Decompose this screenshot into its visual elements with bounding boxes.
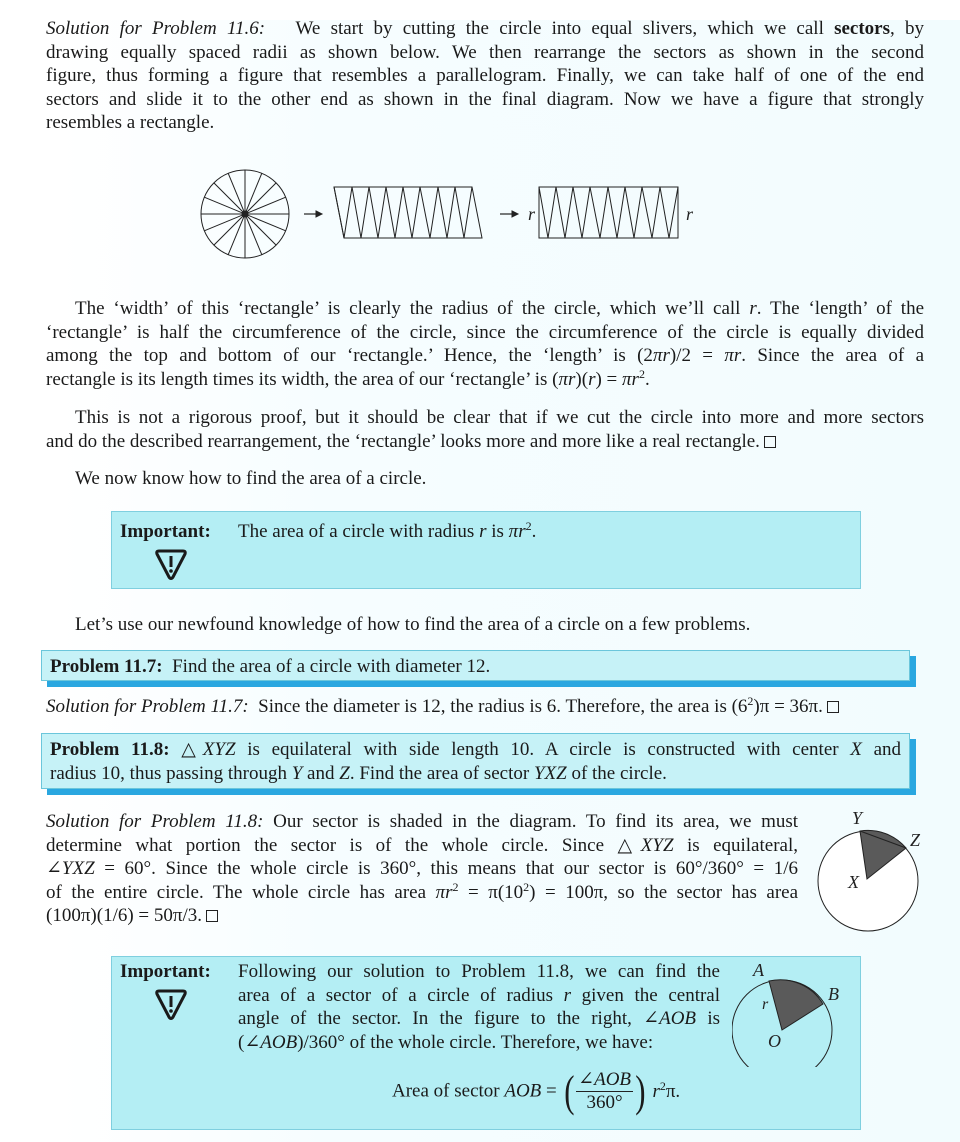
- important-box-sector-area: [111, 956, 861, 1130]
- solution-11-7: Solution for Problem 11.7: Since the diameter is 12, the radius is 6. Therefore, the area is $(6^2)\pi = 36\pi$.: [46, 695, 839, 719]
- problem-11-7-box: Problem 11.7: Find the area of a circle with diameter 12.: [41, 650, 910, 681]
- label-r-left: r: [528, 204, 536, 224]
- sectored-circle: [201, 170, 289, 258]
- label-r-right: r: [686, 204, 694, 224]
- arrow-icon-2: [500, 211, 518, 217]
- problem-label: Problem 11.7:: [50, 656, 163, 677]
- arrow-icon-1: [304, 211, 322, 217]
- important-label: Important:: [120, 521, 211, 542]
- solution-label: Solution for Problem 11.6:: [46, 18, 266, 39]
- label-a: A: [753, 960, 764, 980]
- sector-area-formula: Area of sector AOB = ( $\frac{\text{∠AOB}}{360^\circ}$ ) $r^2\pi$.: [392, 1066, 681, 1116]
- warning-icon: [153, 546, 189, 582]
- important-label: Important:: [120, 961, 211, 982]
- important-text: Following our solution to Problem 11.8, we can find the area of a sector of a circle of radius r given the central angle of the sector. In the figure to the right, ∠AOB is (∠AOB)/360° of the whole circle. Therefore, we have:: [238, 961, 721, 1053]
- sector-xyz-figure: [800, 800, 960, 950]
- label-o: O: [768, 1031, 781, 1051]
- label-y: Y: [852, 808, 863, 828]
- solution-label: Solution for Problem 11.7:: [46, 696, 249, 717]
- warning-icon: [153, 986, 189, 1022]
- label-x: X: [848, 872, 859, 892]
- paragraph-not-rigorous: This is not a rigorous proof, but it should be clear that if we cut the circle into more and more sectors and do the described rearrangement, the ‘rectangle’ looks more and more like a real rectangle.: [46, 407, 924, 452]
- circle-sectors-figure: [190, 150, 790, 290]
- parallelogram: [334, 187, 482, 238]
- solution-11-8: Solution for Problem 11.8: Our sector is shaded in the diagram. To find its area, we must determine what portion the sector is of the whole circle. Since △XYZ is equilateral, ∠YXZ = 60°. Since the whole circle is 360°, this means that our sector is 60°/360° = 1/6 of the entire circle. The whole circle has area $\pi r^2 = \pi(10^2) = 100\pi$, so the sector has area (100π)(1/6) = 50π/3.: [46, 811, 799, 926]
- important-text: The area of a circle with radius r is $\pi r^2$.: [238, 519, 537, 542]
- problem-11-8-box: Problem 11.8: △XYZ is equilateral with side length 10. A circle is constructed with center X and radius 10, thus passing through Y and Z. Find the area of sector YXZ of the circle.: [41, 733, 910, 789]
- sector-aob-figure: [732, 957, 852, 1067]
- fraction: $\frac{\text{∠AOB}}{360^\circ}$: [578, 1069, 632, 1113]
- solution-label: Solution for Problem 11.8:: [46, 811, 264, 832]
- label-b: B: [828, 984, 839, 1004]
- paragraph-lets-use: Let’s use our newfound knowledge of how to find the area of a circle on a few problems.: [75, 614, 751, 635]
- paragraph-rectangle-width: The ‘width’ of this ‘rectangle’ is clearly the radius of the circle, which we’ll call r. The ‘length’ of the ‘rectangle’ is half the circumference of the circle, since the circumference of the circle is equally divided among the top and bottom of our ‘rectangle.’ Hence, the ‘length’ is (2πr)/2 = πr. Since the area of a rectangle is its length times its width, the area of our ‘rectangle’ is $(\pi r)(r) = \pi r^2$.: [46, 298, 925, 390]
- shaded-sector-aob: [769, 980, 823, 1030]
- qed-square-icon: [827, 701, 839, 713]
- paragraph-now-know: We now know how to find the area of a circle.: [75, 468, 427, 489]
- term-sectors: sectors: [834, 18, 891, 39]
- qed-square-icon: [206, 910, 218, 922]
- label-r: r: [762, 996, 769, 1013]
- problem-label: Problem 11.8:: [50, 739, 170, 760]
- solution-11-6: Solution for Problem 11.6: We start by cutting the circle into equal slivers, which we call sectors, by drawing equally spaced radii as shown below. We then rearrange the sectors as shown in the second figure, thus forming a figure that resembles a parallelogram. Finally, we can take half of one of the end sectors and slide it to the other end as shown in the final diagram. Now we have a figure that strongly resembles a rectangle.: [46, 18, 924, 133]
- qed-square-icon: [764, 436, 776, 448]
- important-box-area-formula: [111, 511, 861, 589]
- rectangle: [539, 187, 678, 238]
- label-z: Z: [910, 830, 921, 850]
